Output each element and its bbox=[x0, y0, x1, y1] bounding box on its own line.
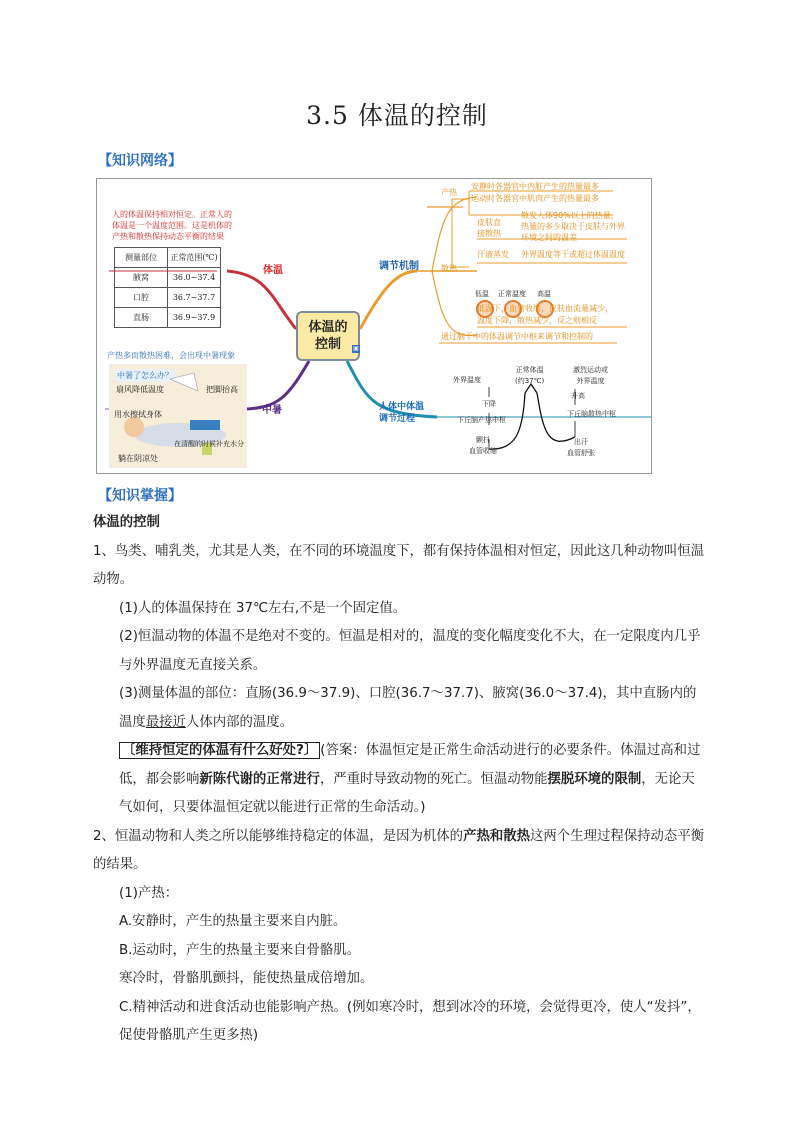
branch-regulation: 调节机制 bbox=[379, 261, 419, 272]
heatstroke-item-fan: 扇风降低温度 bbox=[116, 385, 164, 394]
paragraph-1-3: (3)测量体温的部位：直肠(36.9～37.9)、口腔(36.7～37.7)、腋窝(36.0～37.4)，其中直肠内的温度最接近人体内部的温度。 bbox=[119, 686, 697, 730]
heat-production-item-2: 运动时各器官中肌肉产生的热量最多 bbox=[471, 194, 599, 203]
heatstroke-item-feet: 把脚抬高 bbox=[206, 385, 238, 394]
process-middle: 正常体温 (约37℃) bbox=[515, 366, 545, 385]
direct-loss-line-1: 皮肤直 bbox=[477, 218, 501, 227]
section-knowledge-mastery: 【知识掌握】 bbox=[98, 488, 182, 504]
paragraph-1-1: (1)人的体温保持在 37℃左右,不是一个固定值。 bbox=[119, 600, 407, 616]
temp-note-line-3: 产热和散热保持动态平衡的结果 bbox=[112, 232, 224, 241]
heat-production-label: 产热 bbox=[441, 188, 457, 197]
heatstroke-illustration bbox=[109, 364, 247, 468]
heat-loss-label: 散热 bbox=[441, 264, 457, 273]
regulation-center-note: 通过脑干中的体温调节中枢来调节和控制的 bbox=[441, 332, 593, 341]
process-right-bottom: 出汗 血管舒张 bbox=[567, 438, 595, 457]
heat-production-item-1: 安静时各器官中内脏产生的热量最多 bbox=[471, 182, 599, 191]
process-left-bottom: 颤抖 血管收缩 bbox=[469, 436, 497, 455]
branch-process: 人体中体温 调节过程 bbox=[379, 402, 425, 424]
direct-loss-desc-1: 散发人体90%以上的热量， bbox=[521, 211, 619, 220]
paragraph-2-cold: 寒冷时，骨骼肌颤抖，能使热量成倍增加。 bbox=[119, 971, 374, 986]
table-header-site: 测量部位 bbox=[115, 248, 168, 268]
content-heading: 体温的控制 bbox=[93, 515, 160, 530]
temperature-range-table bbox=[114, 247, 221, 328]
question-paragraph: 〔维持恒定的体温有什么好处?〕 (答案：体温恒定是正常生命活动进行的必要条件。体温过高和过低，都会影响新陈代谢的正常进行，严重时导致动物的死亡。恒温动物能摆脱环境的限制，无论天气如何，只要体温恒定就以能进行正常的生命活动。) bbox=[119, 743, 701, 815]
direct-loss-desc-3: 环境之间的温差 bbox=[521, 233, 577, 242]
temp-note-line-1: 人的体温保持相对恒定。正常人的 bbox=[112, 210, 232, 219]
mind-map-figure bbox=[96, 178, 652, 474]
temp-level-high: 高温 bbox=[537, 290, 551, 298]
paragraph-2-B: B.运动时，产生的热量主要来自骨骼肌。 bbox=[119, 942, 361, 958]
expand-icon: ▣ bbox=[353, 345, 359, 352]
heatstroke-item-water: 在清醒的时候补充水分 bbox=[174, 440, 244, 448]
process-right-top: 激烈运动或 外界温度 bbox=[573, 366, 608, 385]
section-knowledge-network: 【知识网络】 bbox=[98, 153, 182, 169]
emphasis-heat-balance: 产热和散热 bbox=[463, 828, 531, 844]
process-right-up: 升高 bbox=[571, 392, 585, 400]
paragraph-2-C: C.精神活动和进食活动也能影响产热。(例如寒冷时，想到冰冷的环境，会觉得更冷，使人“发抖”，促使骨骼肌产生更多热) bbox=[119, 999, 701, 1043]
branch-heatstroke: 中暑 bbox=[262, 405, 282, 416]
sweat-label: 汗液蒸发 bbox=[477, 250, 509, 259]
question-box: 〔维持恒定的体温有什么好处?〕 bbox=[119, 742, 320, 759]
table-row: 直肠 36.9~37.9 bbox=[115, 308, 221, 328]
temp-level-normal: 正常温度 bbox=[498, 290, 526, 298]
direct-loss-line-2: 接散热 bbox=[477, 229, 501, 238]
heatstroke-note: 产热多而散热困难，会出现中暑现象 bbox=[107, 351, 235, 360]
paragraph-1-2: (2)恒温动物的体温不是绝对不变的。恒温是相对的，温度的变化幅度变化不大，在一定限度内几乎与外界温度无直接关系。 bbox=[119, 629, 701, 673]
heatstroke-head: 中暑了怎么办？ bbox=[114, 369, 176, 382]
page-title: 3.5 体温的控制 bbox=[306, 101, 488, 130]
paragraph-2-A: A.安静时，产生的热量主要来自内脏。 bbox=[119, 914, 347, 929]
paragraph-2-1: (1)产热： bbox=[119, 885, 179, 901]
process-right-center: 下丘脑散热中枢 bbox=[567, 410, 616, 418]
branch-temperature: 体温 bbox=[263, 265, 283, 276]
heatstroke-item-wipe: 用水擦拭身体 bbox=[114, 410, 162, 419]
process-left-top: 外界温度 bbox=[453, 376, 481, 384]
sweat-desc: 外界温度等于或超过体温温度 bbox=[521, 250, 625, 259]
temp-level-low: 低温 bbox=[475, 290, 489, 298]
table-header-range: 正常范围(℃) bbox=[168, 248, 221, 268]
table-row: 腋窝 36.0~37.4 bbox=[115, 268, 221, 288]
vessel-desc-1: 低温下，血管收缩，皮肤血流量减少， bbox=[477, 304, 613, 313]
temp-note-line-2: 体温是一个温度范围。这是机体的 bbox=[112, 221, 232, 230]
main-content bbox=[93, 509, 705, 1051]
table-row: 口腔 36.7~37.7 bbox=[115, 288, 221, 308]
emphasis-environment: 摆脱环境的限制 bbox=[547, 771, 642, 787]
paragraph-2: 2、恒温动物和人类之所以能够维持稳定的体温，是因为机体的产热和散热这两个生理过程保持动态平衡的结果。 bbox=[93, 828, 705, 872]
emphasis-closest: 最接近 bbox=[145, 714, 186, 730]
process-left-center: 下丘脑产热中枢 bbox=[457, 416, 506, 424]
direct-loss-desc-2: 热量的多少取决于皮肤与外界 bbox=[521, 222, 625, 231]
vessel-desc-2: 温度下降，散热减少，反之则相反 bbox=[477, 316, 597, 325]
heatstroke-item-shade: 躺在阴凉处 bbox=[118, 454, 158, 463]
emphasis-metabolism: 新陈代谢的正常进行 bbox=[199, 771, 320, 787]
paragraph-1: 1、鸟类、哺乳类，尤其是人类，在不同的环境温度下，都有保持体温相对恒定，因此这几种动物叫恒温动物。 bbox=[93, 543, 705, 587]
process-left-down: 下降 bbox=[482, 400, 496, 408]
central-node: 体温的 控制 ▣ bbox=[296, 311, 360, 361]
